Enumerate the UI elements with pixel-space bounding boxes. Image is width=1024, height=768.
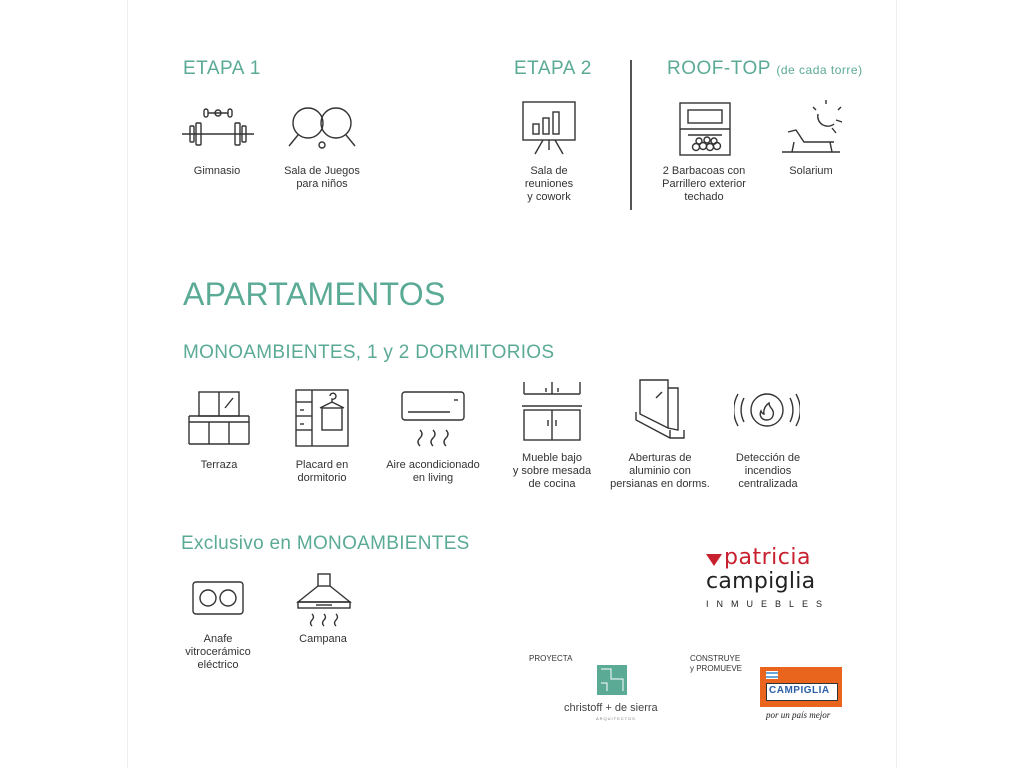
christoff-desierra-name: christoff + de sierra <box>564 702 658 714</box>
gym-label: Gimnasio <box>193 165 241 177</box>
patricia-campiglia-logo <box>706 546 856 609</box>
wardrobe-icon <box>294 388 350 448</box>
christoff-desierra-sub: ARQUITECTOS <box>596 716 636 721</box>
terrace-icon <box>187 388 251 448</box>
presentation-board-icon <box>519 100 579 156</box>
logo-v-mark-icon <box>706 554 722 566</box>
kitchen-furniture-label: Mueble bajo y sobre mesada de cocina <box>512 452 592 490</box>
section-divider <box>630 60 632 210</box>
apartments-subheading: MONOAMBIENTES, 1 y 2 DORMITORIOS <box>183 342 555 363</box>
range-hood-icon <box>294 572 354 628</box>
air-conditioner-icon <box>400 390 466 450</box>
campiglia-name: CAMPIGLIA <box>769 685 830 696</box>
page-border-left <box>127 0 128 768</box>
christoff-desierra-logo-icon <box>597 665 627 695</box>
fire-detection-label: Detección de incendios centralizada <box>735 452 801 490</box>
rooftop-note: (de cada torre) <box>776 63 863 77</box>
logo-line-inmuebles: INMUEBLES <box>706 599 831 609</box>
logo-line-patricia: patricia <box>706 546 856 570</box>
solarium-label: Solarium <box>789 165 833 177</box>
cooktop-label: Anafe vitrocerámico eléctrico <box>185 633 251 671</box>
rooftop-title: ROOF-TOP <box>667 58 771 79</box>
cooktop-icon <box>191 580 245 618</box>
dumbbell-icon <box>180 106 256 152</box>
windows-label: Aberturas de aluminio con persianas en dorms. <box>610 452 710 490</box>
logo-line-campiglia: campiglia <box>706 569 816 594</box>
barbecue-icon <box>676 101 736 157</box>
campiglia-nameplate <box>766 683 838 701</box>
etapa1-heading: ETAPA 1 <box>183 58 261 79</box>
rooftop-heading <box>667 58 863 80</box>
etapa2-heading: ETAPA 2 <box>514 58 592 79</box>
apartments-heading: APARTAMENTOS <box>183 276 446 312</box>
meeting-room-label: Sala de reuniones y cowork <box>524 165 574 203</box>
sun-lounger-icon <box>778 100 844 156</box>
campiglia-tagline: por un país mejor <box>766 710 831 720</box>
window-icon <box>634 378 686 444</box>
range-hood-label: Campana <box>299 633 347 645</box>
games-room-label: Sala de Juegos para niños <box>284 165 360 190</box>
barbecue-label: 2 Barbacoas con Parrillero exterior techado <box>662 165 746 203</box>
air-conditioning-label: Aire acondicionado en living <box>386 459 480 484</box>
campiglia-flag-icon <box>766 671 778 679</box>
fire-detection-icon <box>734 380 800 440</box>
exclusive-heading: Exclusivo en MONOAMBIENTES <box>181 533 470 554</box>
proyecta-label: PROYECTA <box>529 654 573 663</box>
ping-pong-icon <box>284 103 360 153</box>
campiglia-logo <box>760 667 842 707</box>
kitchen-cabinet-icon <box>520 380 584 442</box>
closet-label: Placard en dormitorio <box>295 459 349 484</box>
page-border-right <box>896 0 897 768</box>
terrace-label: Terraza <box>200 459 238 471</box>
construye-label: CONSTRUYE y PROMUEVE <box>690 654 743 673</box>
